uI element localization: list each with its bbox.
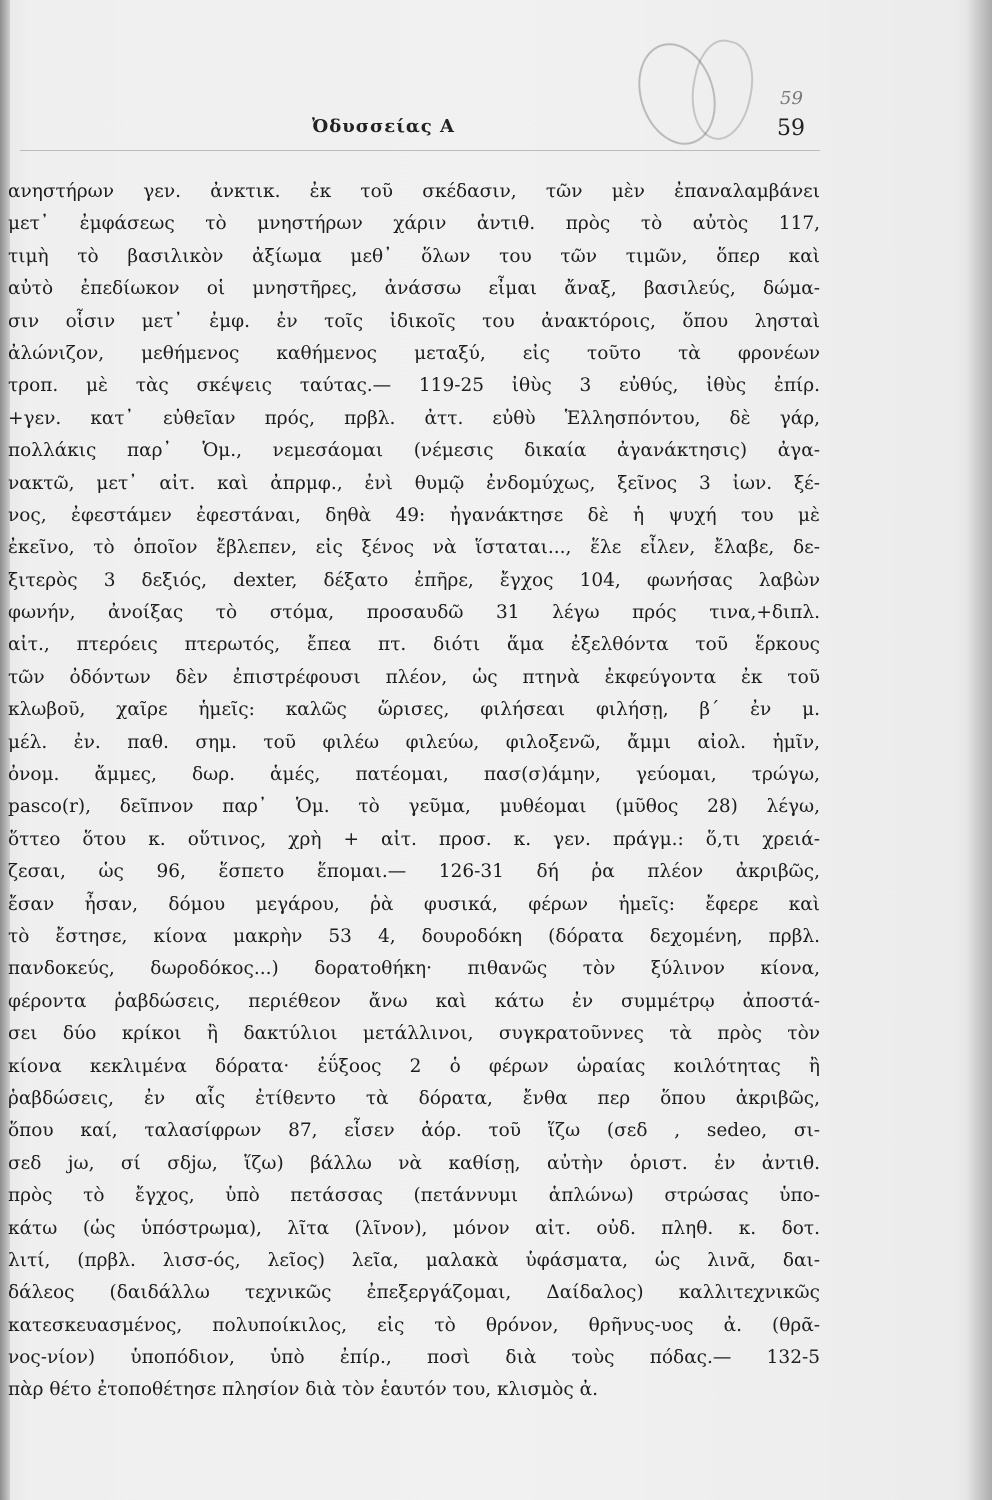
text-line: μέλ. ἐν. παθ. σημ. τοῦ φιλέω φιλεύω, φιλοξενῶ, ἄμμι αἰολ. ἡμῖν, xyxy=(8,731,820,753)
text-line: ὅπου καί, ταλασίφρων 87, εἷσεν ἀόρ. τοῦ ἵζω (σεδ , sedeo, σι- xyxy=(8,1120,820,1142)
header-divider xyxy=(20,150,820,151)
text-line: τὸ ἔστησε, κίονα μακρὴν 53 4, δουροδόκη (δόρατα δεχομένη, πρβλ. xyxy=(8,925,820,947)
text-line: κλωβοῦ, χαῖρε ἡμεῖς: καλῶς ὥρισες, φιλήσεαι φιλήσῃ, β΄ ἐν μ. xyxy=(8,699,820,721)
running-head: Ὀδυσσείας Α xyxy=(312,116,455,137)
text-line: πολλάκις παρ᾽ Ὁμ., νεμεσάομαι (νέμεσις δικαία ἀγανάκτησις) ἀγα- xyxy=(8,440,820,462)
text-line: ζεσαι, ὡς 96, ἕσπετο ἕπομαι.— 126-31 δή ῥα πλέον ἀκριβῶς, xyxy=(8,861,820,883)
text-line: τιμὴ τὸ βασιλικὸν ἀξίωμα μεθ᾽ ὅλων του τῶν τιμῶν, ὅπερ καὶ xyxy=(8,245,820,267)
text-line: σεδ jω, σί σδjω, ἵζω) βάλλω νὰ καθίσῃ, αὐτὴν ὁριστ. ἐν ἀντιθ. xyxy=(8,1152,820,1174)
text-line: πανδοκεύς, δωροδόκος...) δορατοθήκη· πιθανῶς τὸν ξύλινον κίονα, xyxy=(8,958,820,980)
text-line: ανηστήρων γεν. ἀνκτικ. ἐκ τοῦ σκέδασιν, τῶν μὲν ἐπαναλαμβάνει xyxy=(8,181,820,202)
text-line: κίονα κεκλιμένα δόρατα· ἐΰξοος 2 ὁ φέρων ὡραίας κοιλότητας ἢ xyxy=(8,1055,820,1077)
text-line: φέροντα ῥαβδώσεις, περιέθεον ἄνω καὶ κάτω ἐν συμμέτρῳ ἀποστά- xyxy=(8,990,820,1012)
text-line: λιτί, (πρβλ. λισσ-ός, λεῖος) λεῖα, μαλακὰ ὑφάσματα, ὡς λινᾶ, δαι- xyxy=(8,1249,820,1271)
text-line: φωνήν, ἀνοίξας τὸ στόμα, προσαυδῶ 31 λέγω πρός τινα,+διπλ. xyxy=(8,602,820,624)
text-line: δάλεος (δαιδάλλω τεχνικῶς ἐπεξεργάζομαι, Δαίδαλος) καλλιτεχνικῶς xyxy=(8,1282,820,1304)
text-line: σιν οἷσιν μετ᾽ ἐμφ. ἐν τοῖς ἰδικοῖς του ἀνακτόροις, ὅπου λησταὶ xyxy=(8,310,820,332)
text-line: ἔσαν ἦσαν, δόμου μεγάρου, ῥὰ φυσικά, φέρων ἡμεῖς: ἔφερε καὶ xyxy=(8,893,820,915)
text-line: ἀλώνιζον, μεθήμενος καθήμενος μεταξύ, εἰς τοῦτο τὰ φρονέων xyxy=(8,342,820,364)
text-line: ὀνομ. ἄμμες, δωρ. ἁμές, πατέομαι, πασ(σ)άμην, γεύομαι, τρώγω, xyxy=(8,764,820,786)
text-line: σει δύο κρίκοι ἢ δακτύλιοι μετάλλινοι, συγκρατοῦννες τὰ πρὸς τὸν xyxy=(8,1023,820,1045)
text-line: κατεσκευασμένος, πολυποίκιλος, εἰς τὸ θρόνον, θρῆνυς-υος ἀ. (θρᾶ- xyxy=(8,1314,820,1336)
text-line: ἐκεῖνο, τὸ ὁποῖον ἔβλεπεν, εἰς ξένος νὰ ἵσταται..., ἕλε εἶλεν, ἔλαβε, δε- xyxy=(8,537,820,559)
text-line: πὰρ θέτο ἐτοποθέτησε πλησίον διὰ τὸν ἑαυτόν του, κλισμὸς ἀ. xyxy=(8,1379,598,1401)
text-line: μετ᾽ ἐμφάσεως τὸ μνηστήρων χάριν ἀντιθ. πρὸς τὸ αὐτὸς 117, xyxy=(8,213,820,235)
page-edge-shadow xyxy=(966,0,992,1500)
text-line: +γεν. κατ᾽ εὐθεῖαν πρός, πρβλ. ἀττ. εὐθὺ Ἑλλησπόντου, δὲ γάρ, xyxy=(8,407,820,429)
text-line: πρὸς τὸ ἔγχος, ὑπὸ πετάσσας (πετάννυμι ἁπλώνω) στρώσας ὑπο- xyxy=(8,1185,820,1207)
pencil-page-mark: 59 xyxy=(780,88,803,109)
text-line: ὅττεο ὅτου κ. οὕτινος, χρὴ + αἰτ. προσ. κ. γεν. πράγμ.: ὅ,τι χρειά- xyxy=(8,828,820,850)
text-line: τῶν ὀδόντων δὲν ἐπιστρέφουσι πλέον, ὡς πτηνὰ ἐκφεύγοντα ἐκ τοῦ xyxy=(8,666,820,688)
text-line: ῥαβδώσεις, ἐν αἷς ἐτίθεντο τὰ δόρατα, ἔνθα περ ὅπου ἀκριβῶς, xyxy=(8,1087,820,1109)
text-line: αἰτ., πτερόεις πτερωτός, ἔπεα πτ. διότι ἅμα ἐξελθόντα τοῦ ἕρκους xyxy=(8,634,820,656)
text-line: αὐτὸ ἐπεδίωκον οἱ μνηστῆρες, ἀνάσσω εἶμαι ἄναξ, βασιλεύς, δώμα- xyxy=(8,278,820,300)
text-line: νος-νίον) ὑποπόδιον, ὑπὸ ἐπίρ., ποσὶ διὰ τοὺς πόδας.— 132-5 xyxy=(8,1347,820,1369)
page-number: 59 xyxy=(777,116,805,141)
text-line: νος, ἐφεστάμεν ἐφεστάναι, δηθὰ 49: ἠγανάκτησε δὲ ἡ ψυχή του μὲ xyxy=(8,504,820,526)
text-line: ξιτερὸς 3 δεξιός, dexter, δέξατο ἐπῆρε, ἔγχος 104, φωνήσας λαβὼν xyxy=(8,569,820,591)
text-line: νακτῶ, μετ᾽ αἰτ. καὶ ἀπρμφ., ἐνὶ θυμῷ ἐνδομύχως, ξεῖνος 3 ἰων. ξέ- xyxy=(8,472,820,494)
text-line: κάτω (ὡς ὑπόστρωμα), λῖτα (λῖνον), μόνον αἰτ. οὐδ. πληθ. κ. δοτ. xyxy=(8,1217,820,1239)
text-line: τροπ. μὲ τὰς σκέψεις ταύτας.— 119-25 ἰθὺς 3 εὐθύς, ἰθὺς ἐπίρ. xyxy=(8,375,820,397)
text-line: pasco(r), δεῖπνον παρ᾽ Ὁμ. τὸ γεῦμα, μυθέομαι (μῦθος 28) λέγω, xyxy=(8,796,820,818)
commentary-text xyxy=(8,176,820,1407)
